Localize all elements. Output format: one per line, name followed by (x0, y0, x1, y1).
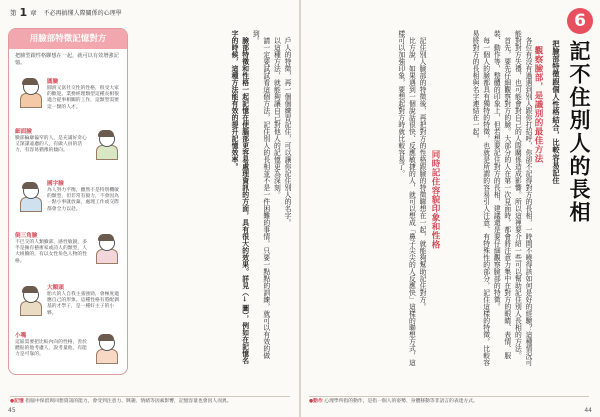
face-type-desc: 這區需要把比較內向的性格，善於體貼的他考慮人，說考量他，有能力是可靠的。 (15, 340, 87, 358)
body-paragraph: 戶人的特徵，再一個個練習記住，可以讓你記住別人的名字。 (283, 36, 291, 226)
face-type-desc: 臉部輪廓偏窄的人，是充滿好奇心又深謀遠慮的人，有做人員的活力，有容易猶豫的傾向。 (15, 136, 87, 154)
face-type-title: 國字臉 (47, 181, 64, 187)
body-paragraph: 記住別人臉部的特徵後，再把對方的性格跟臉的特徵聯想在一起，就能夠幫助記住對方。 (418, 36, 426, 310)
section-subtitle: 把臉部特徵跟個人性格結合，比較容易記住 (552, 40, 561, 185)
page-number-right: 44 (584, 407, 592, 414)
list-item (47, 77, 123, 111)
face-type-title: 圓臉 (47, 79, 59, 85)
footnote-key: ●動作 (309, 398, 323, 404)
list-item (15, 331, 91, 359)
right-page (301, 0, 600, 417)
chapter-number: 1 (19, 6, 28, 19)
section-heading-1: 觀察臉部，是識別的最佳方法 (533, 46, 543, 163)
chapter-prefix: 第 (10, 9, 17, 17)
right-body-text-2 (311, 30, 427, 370)
sidebar-intro: 把臉型跟性格聯想在一起，就可以有效增強記憶。 (15, 53, 119, 66)
left-page (0, 0, 299, 417)
face-memory-sidebar (8, 28, 128, 375)
list-item (47, 179, 123, 213)
narrow-face-illustration (93, 129, 119, 159)
sidebar-heading: 用臉部特徵記憶對方 (9, 29, 127, 49)
triangle-face-illustration (93, 233, 119, 263)
list-item (15, 231, 91, 265)
big-forehead-illustration (17, 285, 43, 315)
list-item (15, 127, 91, 155)
body-paragraph: 比方說，如果遇到一個說話很快、反應敏捷的人，就可以想成「鼻子尖尖的人反應快」這樣的聯想方式，這樣可以加強印象，要想起對方時就比較容易了。 (396, 30, 416, 366)
body-paragraph: 臉部特徵和性格一起記憶在使腦部更容易處理資訊的方面，具有很大的效果。詳見（→ 圖），例如在記憶名字的時候，這種方法能有效的提升記憶效率。 (230, 30, 249, 364)
face-type-desc: 圓滑又富社交性的性格，很受大家的歡迎。業務經理類型這種長相很適合從事相關的工作，這類型需要這一類的人才。 (47, 86, 119, 110)
page-number-left: 45 (8, 407, 16, 414)
chapter-title: 不必再搞懂人際關係的心理學 (43, 10, 122, 17)
list-item (47, 283, 123, 317)
face-type-title: 細面臉 (15, 129, 32, 135)
face-type-title: 倒三角臉 (15, 233, 38, 239)
right-footnote (309, 396, 589, 406)
section-title: 記不住別人的長相 (567, 40, 592, 224)
footnote-key: ●記憶 (10, 398, 24, 404)
body-paragraph: 各位有沒有過遇到別人跟你打招呼，你卻不記得對方的長相，一時間不曉得該如何是好的經驗？這種情況可能對對方失禮，也可能會對自己的人際關係造成影響。所以這裡要介紹一些可以幫助記住別人長相的方法。 (513, 30, 532, 366)
face-type-desc: 為人努力平衡，雖然不是特別機敏的類型，但非常有毅力，不會因為一點小事就放棄，處理工作或交際都會全力以赴。 (47, 188, 119, 212)
body-paragraph: 請一定要試試看這個方法，記住別人的長相並不是一件困難的事情，只要一點點的訓練，就可以有效的做到。 (251, 30, 270, 359)
small-mouth-illustration (93, 333, 119, 363)
face-type-title: 小嘴 (15, 333, 27, 339)
left-footnote (10, 396, 290, 406)
left-body-text (134, 30, 292, 370)
face-type-title: 大額頭 (47, 285, 64, 291)
round-face-illustration (17, 77, 43, 107)
body-paragraph: 以這種方法，就能夠讓自己對他人的記憶更為深刻。 (272, 36, 281, 198)
section-number-badge: 6 (567, 8, 593, 34)
body-paragraph: 首先，要先仔細觀察對方的臉。大部分的人在第一次見面時，都會將注意力集中在對方的眼睛、表情、服裝、動作等，整體的印象上，但若想要記住對方的長相，建議還是要仔細觀察臉部的特徵。 (492, 30, 511, 359)
square-face-illustration (17, 181, 43, 211)
footnote-text: 心理學所指的動作，是指一個人的姿勢、身體移動等非語言的表達方式。 (324, 398, 478, 404)
body-paragraph: 每一個人的臉都具有獨特的特徵，也就是所謂的容易引人注意、有特殊性的部分，記住這樣的特徵，比較容易將對方的長相與名字連結在一起。 (471, 30, 490, 366)
face-type-desc: 不巴交的人類臉部，感性敏銳，多半是擁有藝術家或詩人的類型，人大組臉的，有以女性角色人物的性格。 (15, 240, 87, 264)
chapter-header (10, 6, 122, 19)
section-heading-2: 同時記住容貌印象和性格 (430, 150, 440, 249)
right-body-text (443, 30, 533, 370)
chapter-suffix: 章 (30, 9, 37, 17)
footnote-text: 指腦中保留與回想資訊的能力，會受到注意力、興趣、情緒等因素影響，記憶容量也會因人而異。 (25, 398, 232, 404)
face-type-desc: 胎大的人自我主張強勁，會極度適應自己的形象。這種性格有將配偶基的才學子，是一種好主子的小夥。 (47, 292, 119, 316)
